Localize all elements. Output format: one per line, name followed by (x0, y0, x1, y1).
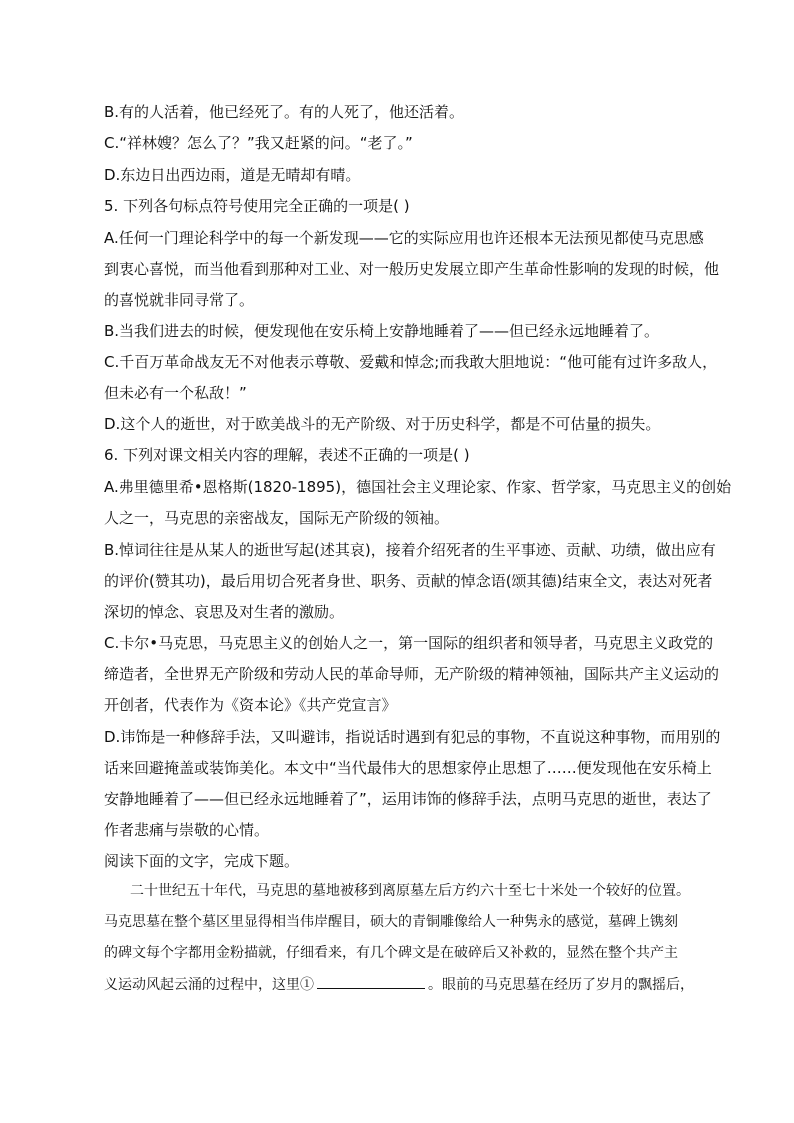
passage-line: 马克思墓在整个墓区里显得相当伟岸醒目，硕大的青铜雕像给人一种隽永的感觉，墓碑上镌刻 (104, 914, 678, 930)
question-6-option-b-cont: 深切的悼念、哀思及对生者的激励。 (104, 603, 345, 621)
question-5-option-d: D.这个人的逝世，对于欧美战斗的无产阶级、对于历史科学，都是不可估量的损失。 (104, 415, 661, 433)
question-5-option-a-cont: 到衷心喜悦，而当他看到那种对工业、对一般历史发展立即产生革命性影响的发现的时候，他 (104, 260, 720, 278)
question-6-option-c-cont: 缔造者，全世界无产阶级和劳动人民的革命导师，无产阶级的精神领袖，国际共产主义运动的 (104, 665, 720, 683)
question-6-option-d-cont: 作者悲痛与崇敬的心情。 (104, 821, 270, 839)
passage-line: 的碑文每个字都用金粉描就，仔细看来，有几个碑文是在破碎后又补救的，显然在整个共产主 (104, 945, 678, 961)
question-6-option-a: A.弗里德里希•恩格斯(1820-1895)，德国社会主义理论家、作家、哲学家，马克思主义的创始 (104, 478, 732, 496)
question-6-option-d-cont: 安静地睡着了——但已经永远地睡着了”，运用讳饰的修辞手法，点明马克思的逝世，表达了 (104, 790, 712, 808)
question-6-option-b: B.悼词往往是从某人的逝世写起(述其哀)，接着介绍死者的生平事迹、贡献、功绩，做出应有 (104, 541, 716, 559)
question-6-option-d-cont: 话来回避掩盖或装饰美化。本文中“当代最伟大的思想家停止思想了……便发现他在安乐椅上 (104, 759, 712, 777)
question-5-option-a: A.任何一门理论科学中的每一个新发现——它的实际应用也许还根本无法预见都使马克思感 (104, 229, 704, 247)
question-5-stem: 5. 下列各句标点符号使用完全正确的一项是( ) (104, 197, 410, 215)
passage-line-with-blank (104, 974, 734, 994)
option-b-line: B.有的人活着，他已经死了。有的人死了，他还活着。 (104, 103, 465, 121)
option-c-line: C.“祥林嫂？怎么了？”我又赶紧的问。“老了。” (104, 134, 413, 152)
question-6-stem: 6. 下列对课文相关内容的理解，表述不正确的一项是( ) (104, 446, 470, 464)
question-6-option-a-cont: 人之一，马克思的亲密战友，国际无产阶级的领袖。 (104, 509, 450, 527)
question-6-option-d: D.讳饰是一种修辞手法，又叫避讳，指说话时遇到有犯忌的事物，不直说这种事物，而用别的 (104, 728, 721, 746)
passage-text: 。眼前的马克思墓在经历了岁月的飘摇后， (428, 977, 694, 993)
question-5-option-c-cont: 但未必有一个私敌！” (104, 384, 247, 402)
reading-instruction: 阅读下面的文字，完成下题。 (104, 852, 300, 870)
question-6-option-b-cont: 的评价(赞其功)，最后用切合死者身世、职务、贡献的悼念语(颂其德)结束全文，表达对死者 (104, 572, 713, 590)
question-5-option-b: B.当我们进去的时候，便发现他在安乐椅上安静地睡着了——但已经永远地睡着了。 (104, 322, 660, 340)
question-6-option-c-cont: 开创者，代表作为《资本论》《共产党宣言》 (104, 696, 397, 714)
passage-text: 义运动风起云涌的过程中，这里① (104, 977, 314, 993)
question-5-option-c: C.千百万革命战友无不对他表示尊敬、爱戴和悼念;而我敢大胆地说：“他可能有过许多敌人， (104, 353, 718, 371)
answer-blank-1[interactable] (317, 974, 425, 989)
passage-line: 二十世纪五十年代，马克思的墓地被移到离原墓左后方约六十至七十米处一个较好的位置。 (130, 883, 690, 899)
question-6-option-c: C.卡尔•马克思，马克思主义的创始人之一，第一国际的组织者和领导者，马克思主义政党的 (104, 634, 714, 652)
option-d-line: D.东边日出西边雨，道是无晴却有晴。 (104, 166, 361, 184)
question-5-option-a-cont: 的喜悦就非同寻常了。 (104, 291, 255, 309)
